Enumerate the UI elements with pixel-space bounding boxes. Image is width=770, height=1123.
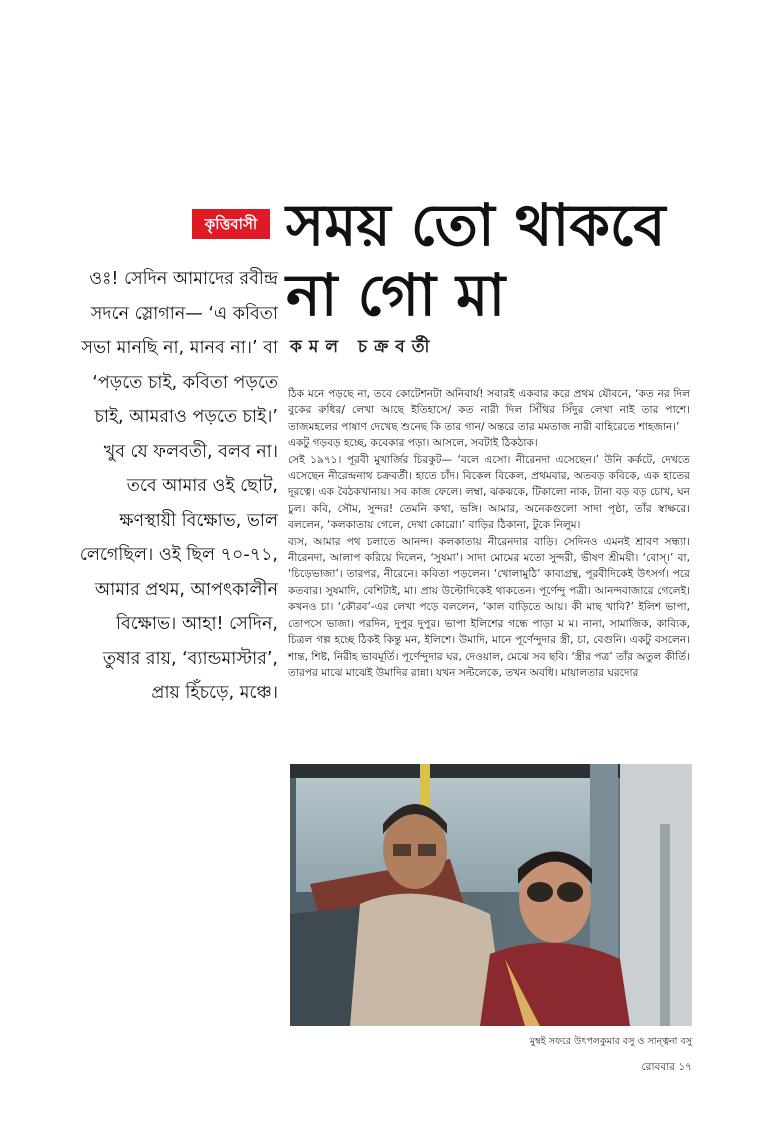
pull-quote: ওঃ! সেদিন আমাদের রবীন্দ্র সদনে স্লোগান— ‘এ কবিতা সভা মানছি না, মানব না।’ বা ‘পড়তে চাই, কবিতা পড়তে চাই, আমরাও পড়তে চাই।’ খুব যে ফলবতী, বলব না। তবে আমার ওই ছোট, ক্ষণস্থায়ী বিক্ষোভ, ভাল লেগেছিল। ওই ছিল ৭০-৭১, আমার প্রথম, আপৎকালীন বিক্ষোভ। আহা! সেদিন, তুষার রায়, ‘ব্যান্ডমাস্টার’, প্রায় হিঁচড়ে, মঞ্চে। — [79, 269, 278, 703]
section-tag: কৃত্তিবাসী — [192, 209, 270, 239]
article-body — [288, 386, 690, 681]
paragraph: সেই ১৯৭১। পূরবী মুখার্জির চিরকুট— ‘বলে এসো। নীরেনদা এসেছেন।’ উনি কর্কটে, দেখতে এসেছেন নীরেন্দ্রনাথ চক্রবর্তী। হাতে চাঁদ। বিকেল বিকেল, প্রথমবার, অতবড় কবিকে, এক হাতের দূরত্বে। এক বৈঠকখানায়। সব কাজ ফেলে। লম্বা, ঝকঝকে, টিকালো নাক, টানা বড় বড় চোখ, ঘন চুল। কবি, সৌম, সুন্দর! তেমনি কথা, ভঙ্গি। আমার, অনেকগুলো সাদা পৃষ্ঠা, তাঁর স্বাক্ষরে। বললেন, ‘কলকাতায় গেলে, দেখা কোরো।’ বাড়ির ঠিকানা, টুকে নিলুম। — [288, 453, 690, 532]
paragraph: ঠিক মনে পড়ছে না, তবে কোটেশনটা অনিবার্য! সবারই একবার করে প্রথম যৌবনে, ‘কত নর দিল বুকের রুধির/ লেখা আছে ইতিহাসে/ কত নারী দিল সিঁথির সিঁদুর লেখা নাই তার পাশে। তাজমহলের পাষাণ দেখেছ শুনেছ কি তার গান/ অন্তরে তার মমতাজ নারী বাহিরেতে শাহজান।’ — [288, 388, 690, 433]
photo-illustration — [290, 764, 692, 1026]
headline-line-2: না গো মা — [286, 261, 506, 329]
photo-caption: মুম্বই সফরে উৎপলকুমার বসু ও সান্ত্বনা বসু — [529, 1036, 692, 1047]
headline-line-1: সময় তো থাকবে — [286, 191, 666, 259]
article-photo — [290, 764, 692, 1026]
headline — [286, 190, 756, 330]
page-folio: রোববার ১৭ — [641, 1061, 692, 1073]
paragraph: একটু গড়বড় হচ্ছে, কবেকার পড়া। আসলে, সবটাই ঠিকঠাক। — [288, 437, 538, 450]
author-byline: কমল চক্রবর্তী — [290, 337, 437, 357]
paragraph: ব্যস, আমার পথ চলাতে আনন্দ। কলকাতায় নীরেনদার বাড়ি। সেদিনও এমনই শ্রাবণ সন্ধ্যা। নীরেনদা, আলাপ করিয়ে দিলেন, ‘সুষমা’। সাদা মোমের মতো সুন্দরী, ভীষণ শ্রীময়ী। ‘বোস্।’ বা, ‘চিড়েভাজা’। তারপর, নীরেনে। কবিতা পড়লেন। ‘খোলামুঠি’ কাব্যগ্রন্থ, পূরবীদিকেই উৎসর্গ। পরে কতবার। সুষমাদি, বেশিটাই, মা। প্রায় উল্টোদিকেই থাকতেন। পূর্ণেন্দু পত্রী। আনন্দবাজারে গেলেই। কখনও চা। ‘কৌরব’-এর লেখা পড়ে বললেন, ‘কাল বাড়িতে আয়। কী মাছ খাবি?’ ইলিশ ভাপা, তোপসে ভাজা। পরদিন, দুপুর দুপুর। ভাপা ইলিশের গন্ধে পাড়া ম ম। নানা, সামাজিক, কাব্যিক, চিত্রল গল্প হচ্ছে ঠিকই কিন্তু মন, ইলিশে। উমাদি, মানে পূর্ণেন্দুদার স্ত্রী, চা, বেগুনি। একটু বসলেন। শান্ত, শিষ্ট, নিরীহ ভাবমূর্তি। পূর্ণেন্দুদার ঘর, দেওয়াল, মেঝে সব ছবি। ‘স্ত্রীর পত্র’ তাঁর অতুল কীর্তি। তারপর মাঝে মাঝেই উমাদির রান্না। যখন সল্টলেকে, তখন অবধি। মায়ালতার ঘরদোর — [288, 535, 690, 679]
